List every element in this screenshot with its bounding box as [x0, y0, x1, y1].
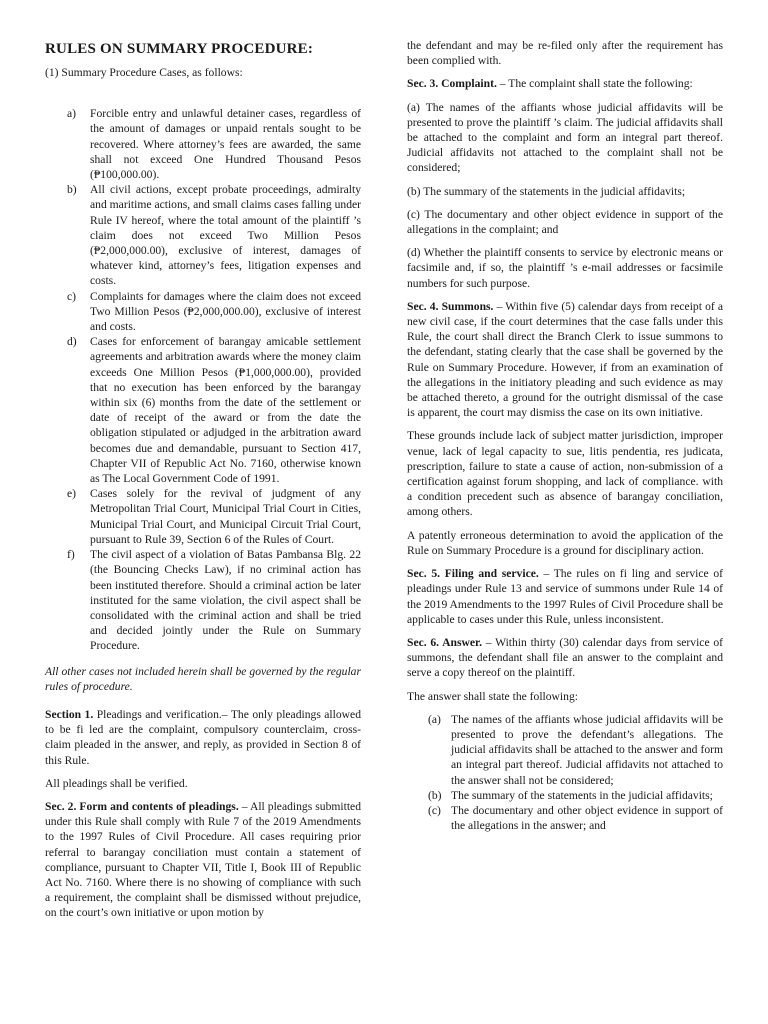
section-body: – The complaint shall state the following:: [496, 77, 693, 91]
section-body: – Within five (5) calendar days from receipt of a new civil case, if the court determines that the case falls under this Rule, the court shall direct the Branch Clerk to issue summons to the defendant, stating clearly that the case shall be governed by the Rule on Summary Procedure. However, if from an examination of the allegations in the initiatory pleading and such evidence as may be attached thereto, a ground for the outright dismissal of the case is apparent, the court may dismiss the case on its own initiative.: [407, 299, 723, 420]
section-heading: Sec. 4. Summons.: [407, 299, 494, 313]
section-body: – All pleadings submitted under this Rule shall comply with Rule 7 of the 2019 Amendments to the 1997 Rules of Civil Procedure. All cases requiring prior referral to barangay conciliation must contain a statement of compliance, pursuant to Chapter VII, Title I, Book III of Republic Act No. 7160. Where there is no showing of compliance with such a requirement, the complaint shall be dismissed without prejudice, on the court’s own initiative or upon motion by: [45, 799, 361, 920]
list-item-text: The civil aspect of a violation of Batas Pambansa Blg. 22 (the Bouncing Checks Law), if no criminal action has been instituted therefore. Should a criminal action be later instituted for the same violation, the civil aspect shall be consolidated with the criminal action and shall be tried and decided jointly under the Rule on Summary Procedure.: [90, 548, 361, 653]
section-4-disciplinary: A patently erroneous determination to avoid the application of the Rule on Summary Procedure is a ground for disciplinary action.: [407, 528, 723, 557]
section-1-verified: All pleadings shall be verified.: [45, 776, 188, 790]
page-title: RULES ON SUMMARY PROCEDURE:: [45, 41, 314, 57]
list-item-text: The documentary and other object evidence in support of the allegations in the answer; and: [451, 803, 723, 833]
case-list: [45, 106, 361, 653]
section-4: [407, 299, 723, 421]
list-item-text: Forcible entry and unlawful detainer cases, regardless of the amount of damages or unpaid rentals sought to be recovered. Where attorney’s fees are awarded, the same shall not exceed One Hundred Thousand Pesos (₱100,000.00).: [90, 107, 361, 182]
list-item-text: The names of the affiants whose judicial affidavits will be presented to prove the defendant’s allegations. The judicial affidavits shall be attached to the answer and form an integral part thereof. Judicial affidavits not attached to the answer shall not be considered;: [451, 712, 723, 787]
section-2: [45, 799, 361, 921]
list-item: [407, 788, 723, 803]
section-1: [45, 707, 361, 768]
list-item-text: Cases solely for the revival of judgment of any Metropolitan Trial Court, Municipal Trial Court in Cities, Municipal Trial Court, and Municipal Circuit Trial Court, pursuant to Rule 39, Section 6 of the Rules of Court.: [90, 487, 361, 546]
section-6-intro: The answer shall state the following:: [407, 689, 578, 703]
right-column: [407, 38, 723, 833]
answer-list: [407, 712, 723, 834]
list-item: [45, 182, 361, 288]
section-6: [407, 635, 723, 681]
section-3: [407, 76, 723, 91]
section-5: [407, 566, 723, 627]
section-heading: Sec. 6. Answer.: [407, 635, 483, 649]
section-heading: Sec. 3. Complaint.: [407, 77, 497, 91]
section-heading: Sec. 5. Filing and service.: [407, 567, 539, 581]
list-item-text: Cases for enforcement of barangay amicable settlement agreements and arbitration awards where the money claim exceeds One Million Pesos (₱1,000,000.00), provided that no execution has been enforced by the barangay within six (6) months from the date of the settlement or date of receipt of the award or from the date the obligation stipulated or adjudged in the arbitration award becomes due and demandable, pursuant to Section 417, Chapter VII of Republic Act No. 7160, otherwise known as The Local Government Code of 1991.: [90, 335, 361, 486]
list-marker: (c): [428, 803, 441, 817]
section-body: Pleadings and verification.– The only pleadings allowed to be fi led are the complaint, compulsory counterclaim, cross-claim pleaded in the answer, and reply, as provided in Section 8 of this Rule.: [45, 707, 361, 767]
list-item: [45, 486, 361, 547]
left-column: [45, 36, 361, 929]
list-item-text: Complaints for damages where the claim does not exceed Two Million Pesos (₱2,000,000.00), exclusive of interest and costs.: [90, 289, 361, 334]
section-heading: Sec. 2. Form and contents of pleadings.: [45, 799, 239, 813]
section-3-item-b: (b) The summary of the statements in the judicial affidavits;: [407, 184, 686, 198]
list-item-text: All civil actions, except probate proceedings, admiralty and maritime actions, and small claims cases falling under Rule IV hereof, where the total amount of the plaintiff ’s claim does not exceed Two Million Pesos (₱2,000,000.00), exclusive of interest, damages of whatever kind, attorney’s fees, litigation expenses and costs.: [90, 183, 361, 288]
list-item: [407, 803, 723, 833]
other-cases-note: All other cases not included herein shall be governed by the regular rules of procedure.: [45, 664, 361, 693]
section-3-item-d: (d) Whether the plaintiff consents to service by electronic means or facsimile and, if so, the plaintiff ’s e-mail addresses or facsimile numbers for such purpose.: [407, 246, 723, 290]
list-item: [407, 712, 723, 788]
list-marker: b): [67, 183, 77, 197]
intro-text: (1) Summary Procedure Cases, as follows:: [45, 66, 243, 79]
list-marker: a): [67, 107, 77, 121]
section-3-item-c: (c) The documentary and other object evidence in support of the allegations in the complaint; and: [407, 207, 723, 237]
list-marker: d): [67, 335, 77, 349]
list-item: [45, 106, 361, 182]
section-3-item-a: (a) The names of the affiants whose judicial affidavits will be presented to prove the plaintiff ’s claim. The judicial affidavits shall be attached to the complaint and form an integral part thereof. Judicial affidavits not attached to the complaint shall not be considered;: [407, 100, 723, 175]
list-item: [45, 289, 361, 335]
continued-text: the defendant and may be re-filed only after the requirement has been complied with.: [407, 39, 723, 68]
list-marker: e): [67, 487, 77, 501]
list-marker: (b): [428, 788, 442, 802]
list-item: [45, 547, 361, 653]
section-heading: Section 1.: [45, 707, 94, 721]
list-item: [45, 334, 361, 486]
section-body: – The rules on fi ling and service of pleadings under Rule 13 and service of summons under Rule 14 of the 2019 Amendments to the 1997 Rules of Civil Procedure shall be applicable to cases under this Rule, unless inconsistent.: [407, 567, 724, 626]
list-marker: f): [67, 548, 75, 562]
list-item-text: The summary of the statements in the judicial affidavits;: [451, 788, 713, 802]
section-body: – Within thirty (30) calendar days from service of summons, the defendant shall file an answer to the complaint and serve a copy thereof on the plaintiff.: [407, 635, 723, 680]
section-4-grounds: These grounds include lack of subject matter jurisdiction, improper venue, lack of legal capacity to sue, litis pendentia, res judicata, prescription, failure to state a cause of action, non-submission of a certification against forum shopping, and lack of compliance. with a condition precedent such as absence of barangay conciliation, among others.: [407, 429, 723, 519]
list-marker: c): [67, 289, 77, 303]
list-marker: (a): [428, 712, 441, 726]
